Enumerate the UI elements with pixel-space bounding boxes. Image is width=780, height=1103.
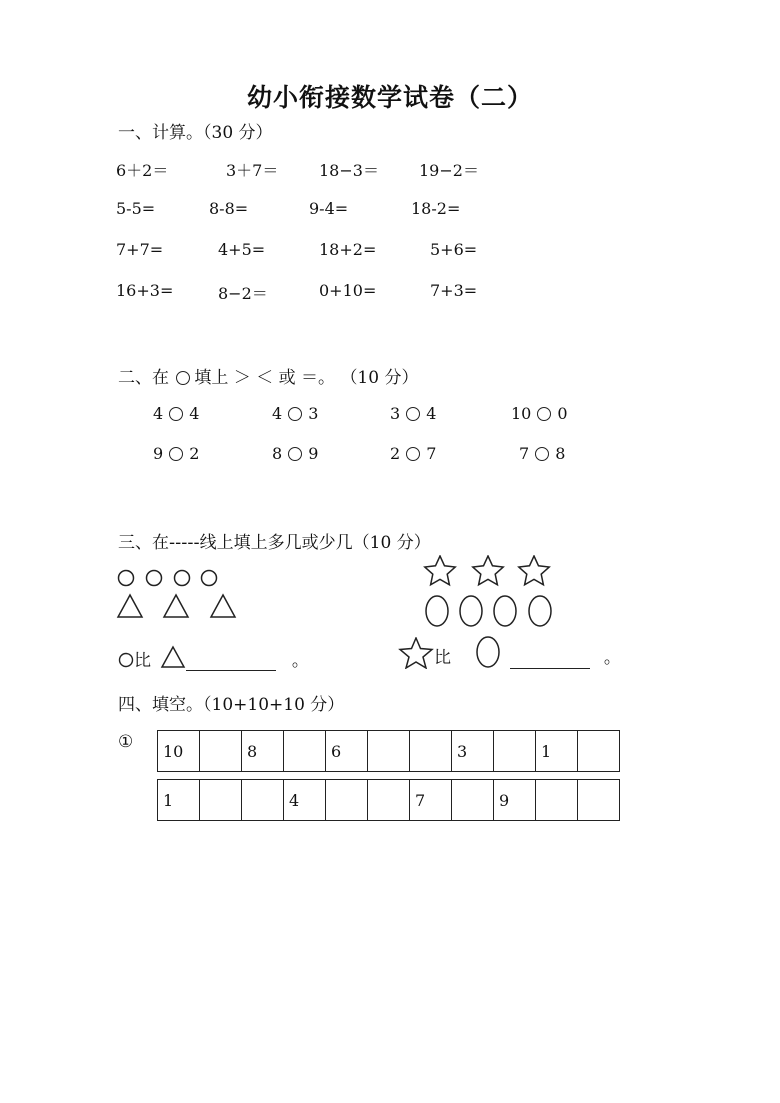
answer-circle-icon[interactable] — [288, 447, 302, 461]
section3-heading — [118, 528, 431, 553]
grid-cell-number: 1 — [536, 731, 578, 772]
calc-problem: 5+6= — [430, 240, 478, 259]
grid-cell-blank[interactable] — [242, 780, 284, 821]
compare-word: 比 — [434, 648, 451, 668]
grid-cell-number: 10 — [158, 731, 200, 772]
oval-icon — [494, 596, 516, 626]
right-number: 7 — [426, 444, 437, 463]
small-circle-icon — [119, 571, 134, 586]
small-circle-icon — [147, 571, 162, 586]
right-number: 4 — [189, 404, 200, 423]
triangle-icon — [211, 595, 235, 617]
calc-problem: 18-2= — [411, 199, 461, 218]
left-number: 4 — [272, 404, 283, 423]
left-number: 4 — [153, 404, 164, 423]
answer-circle-icon[interactable] — [288, 407, 302, 421]
grid-cell-number: 8 — [242, 731, 284, 772]
triangle-icon — [164, 595, 188, 617]
grid-cell-blank[interactable] — [326, 780, 368, 821]
compare-problem — [511, 404, 568, 423]
star-icon — [425, 556, 455, 585]
right-number: 0 — [557, 404, 568, 423]
page-title: 幼小衔接数学试卷（二） — [246, 83, 533, 112]
section4-points: （10+10+10 分） — [203, 695, 345, 715]
grid-cell-number: 4 — [284, 780, 326, 821]
small-circle-icon — [118, 652, 134, 668]
section1-heading — [118, 118, 273, 143]
grid-cell-blank[interactable] — [368, 731, 410, 772]
right-number: 4 — [426, 404, 437, 423]
grid-cell-blank[interactable] — [410, 731, 452, 772]
compare-line-left — [118, 645, 309, 675]
small-circle-icon — [202, 571, 217, 586]
grid-cell-blank[interactable] — [536, 780, 578, 821]
grid-cell-number: 3 — [452, 731, 494, 772]
triangle-icon — [118, 595, 142, 617]
grid-cell-number: 1 — [158, 780, 200, 821]
number-grid-row2 — [157, 779, 620, 821]
right-number: 2 — [189, 444, 200, 463]
star-icon — [398, 637, 434, 669]
grid-cell-blank[interactable] — [578, 731, 620, 772]
calc-problem: 8-8= — [209, 199, 249, 218]
calc-problem: 3＋7＝ — [226, 161, 279, 180]
calc-problem: 7+3= — [430, 281, 478, 300]
period: 。 — [291, 651, 309, 671]
grid-cell-number: 7 — [410, 780, 452, 821]
compare-problem — [153, 404, 199, 423]
star-icon — [519, 556, 549, 585]
number-grid-row1 — [157, 730, 620, 772]
calc-problem: 16+3= — [116, 281, 174, 300]
right-number: 8 — [555, 444, 566, 463]
grid-cell-number: 9 — [494, 780, 536, 821]
left-number: 2 — [390, 444, 401, 463]
calc-problem: 7+7= — [116, 240, 164, 259]
answer-blank-left[interactable] — [186, 650, 276, 671]
answer-circle-icon[interactable] — [169, 407, 183, 421]
section2-points: （10 分） — [340, 368, 419, 388]
compare-line-right — [398, 635, 621, 675]
section4-heading — [118, 690, 344, 715]
section3-heading-text: 三、在-----线上填上多几或少几 — [118, 533, 353, 553]
answer-circle-icon[interactable] — [406, 407, 420, 421]
section2-heading — [118, 363, 418, 388]
calc-problem: 18−3＝ — [319, 161, 379, 180]
compare-word: 比 — [134, 651, 151, 671]
grid-cell-blank[interactable] — [494, 731, 536, 772]
compare-problem — [390, 404, 436, 423]
calc-problem: 9-4= — [309, 199, 349, 218]
grid-cell-blank[interactable] — [452, 780, 494, 821]
oval-icon — [529, 596, 551, 626]
calc-problem: 18+2= — [319, 240, 377, 259]
calc-problem: 4+5= — [218, 240, 266, 259]
grid-cell-blank[interactable] — [200, 780, 242, 821]
calc-problem: 8−2＝ — [218, 284, 268, 303]
compare-problem — [519, 444, 565, 463]
calc-problem: 0+10= — [319, 281, 377, 300]
answer-circle-icon[interactable] — [406, 447, 420, 461]
compare-problem — [390, 444, 436, 463]
calc-problem: 19−2＝ — [419, 161, 479, 180]
grid-cell-number: 6 — [326, 731, 368, 772]
star-icon — [473, 556, 503, 585]
grid-cell-blank[interactable] — [200, 731, 242, 772]
left-number: 8 — [272, 444, 283, 463]
section3-points: （10 分） — [352, 533, 431, 553]
oval-icon — [426, 596, 448, 626]
left-number: 7 — [519, 444, 530, 463]
section1-heading-text: 一、计算。 — [118, 123, 203, 143]
grid-cell-blank[interactable] — [368, 780, 410, 821]
right-number: 9 — [308, 444, 319, 463]
compare-problem — [153, 444, 199, 463]
grid-cell-blank[interactable] — [284, 731, 326, 772]
answer-circle-icon[interactable] — [169, 447, 183, 461]
section1-points: （30 分） — [203, 123, 273, 143]
section2-heading-suffix: 填上 ＞ ＜ 或 ＝。 — [194, 368, 336, 388]
oval-icon — [474, 635, 502, 669]
item-marker: ① — [118, 732, 134, 752]
left-number: 9 — [153, 444, 164, 463]
left-number: 3 — [390, 404, 401, 423]
answer-circle-icon[interactable] — [535, 447, 549, 461]
small-circle-icon — [175, 571, 190, 586]
right-number: 3 — [308, 404, 319, 423]
left-number: 10 — [511, 404, 532, 423]
circle-icon — [176, 371, 190, 385]
calc-problem: 5-5= — [116, 199, 156, 218]
calc-problem: 6＋2＝ — [116, 161, 169, 180]
triangle-icon — [160, 645, 186, 669]
period: 。 — [603, 648, 621, 668]
answer-blank-right[interactable] — [510, 646, 590, 669]
compare-problem — [272, 404, 318, 423]
section4-heading-text: 四、填空。 — [118, 695, 203, 715]
section2-heading-prefix: 二、在 — [118, 368, 169, 388]
grid-cell-blank[interactable] — [578, 780, 620, 821]
compare-problem — [272, 444, 318, 463]
answer-circle-icon[interactable] — [537, 407, 551, 421]
oval-icon — [460, 596, 482, 626]
